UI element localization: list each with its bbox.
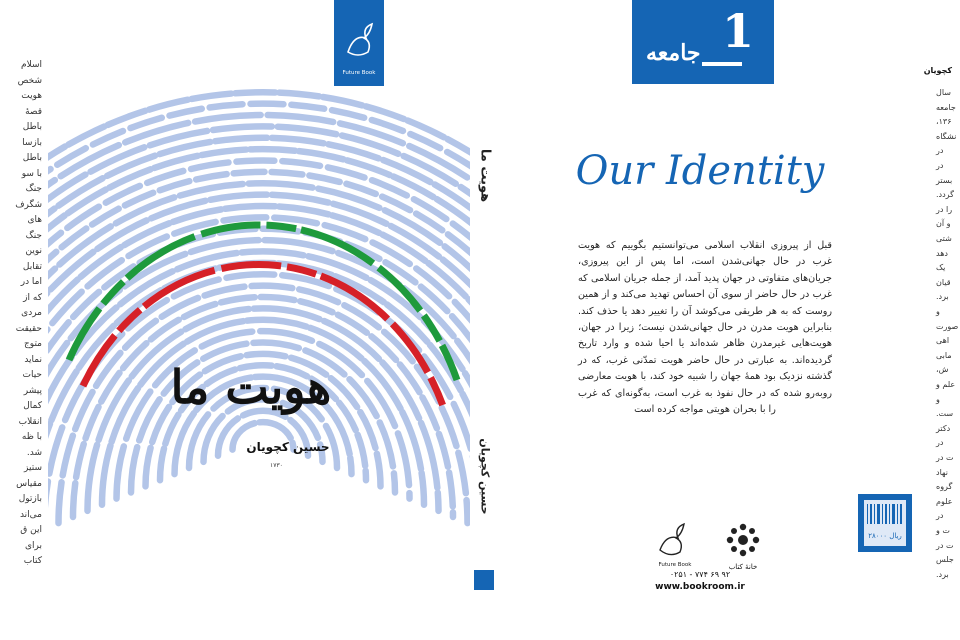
publisher-logo-box [334,0,384,86]
svg-text:Future Book: Future Book [658,562,692,568]
right-flap-text-line: گردد. [936,190,954,200]
right-flap-text-line: جامعه [936,102,956,112]
left-flap-text-line: باطل [22,122,42,132]
left-flap-text-line: های [27,215,42,225]
barcode [858,494,912,552]
right-flap-text-line: ت و [936,526,950,535]
right-flap-text-line: دکتر [936,423,951,433]
book-author: حسین کچویان [246,440,330,454]
back-cover-blurb: قبل از پیروزی انقلاب اسلامی می‌توانستیم بگوییم که هویت غرب در حال جهانی‌شدن است، اما پس از این پیروزی، جریان‌های متفاوتی در جهان پدید آمد، از جمله جریان اسلامی که غرب در حال حاضر از سوی آن احساس تهدید می‌کند و از همین روست که به هر طریقی می‌کوشد آن را تغییر دهد یا حذف کند. بنابراین هویت مدرن در حال جهانی‌شدن نیست؛ زیرا در جهان، هویت‌هایی غیرمدرن ظاهر شده‌اند یا احیا شده و وارد تاریخ گردیده‌اند. به عبارتی در حال حاضر هویت تمدّنی غرب، که در گذشته نزدیک بود همهٔ جهان را شبیه خود کند، با هویت معارضی روبه‌رو شده که در حال نفوذ به غرب است، به‌گونه‌ای که غرب را با بحران هویتی مواجه کرده است [578,240,832,416]
right-flap-text-line: ت در [936,540,954,550]
left-flap-text-line: با سو [21,168,42,179]
spine [470,0,500,640]
left-flap-text-line: می‌اند [19,509,42,520]
book-title-english: Our Identity [575,148,825,194]
barcode-icon [858,494,912,552]
svg-text:Future Book: Future Book [342,70,376,76]
series-box [632,0,774,84]
left-flap-text-line: حیات [22,370,42,380]
left-flap-text-line: هویت [21,91,42,101]
publisher-logo-icon [652,520,698,570]
right-flap-text-line: ۱۳۶، [936,117,952,127]
left-flap-text-line: حقیقت [15,323,42,334]
svg-text:۲۸۰۰۰ ریال: ۲۸۰۰۰ ریال [868,532,902,540]
right-flap-text-line: ست. [936,409,954,419]
left-flap-text-line: برای [24,540,42,551]
left-flap-text-line: بازتول [18,494,42,504]
left-flap-text-line: نماید [24,354,42,365]
left-flap-text-line: نوین [25,246,42,256]
right-flap-text-line: بستر [936,175,953,185]
left-flap-text-line: باطل [22,153,42,163]
publisher-website: www.bookroom.ir [655,582,745,592]
left-flap-text-line: شگرف [15,199,42,210]
left-flap-text-line: متوج [24,339,42,349]
right-flap-text-line: در [936,161,944,170]
left-flap-text-line: اسلام [21,60,42,70]
right-flap-text-line: ت در [936,453,954,462]
right-flap-text-line: برد. [936,292,949,302]
right-flap-text-line: شتی [936,234,952,243]
left-flap-text-line: قصهٔ [25,106,42,117]
right-flap-text-line: و [936,307,940,316]
right-flap-text-line: برد. [936,569,949,579]
left-flap-text-line: مردی [21,308,42,318]
right-flap-text-line: مابی [936,350,952,360]
left-flap-text-line: مقیاس [16,478,42,489]
right-flap [920,0,960,640]
right-flap-text-line: دهد [936,248,948,258]
front-cover [48,0,470,640]
right-flap-text-line: سال [936,88,951,97]
left-flap-text-line: شد. [26,447,42,458]
left-flap-text-line: این ق [20,525,42,535]
book-house-label: خانهٔ کتاب [728,563,758,571]
book-house-logo-icon [718,520,768,566]
left-flap-text-line: تقابل [22,261,42,272]
right-flap-text-line: علوم [936,496,953,506]
book-title-persian: هویت ما [170,360,332,414]
left-flap-text-line: کمال [23,401,42,411]
series-label: جامعه [646,40,701,66]
right-flap-text-line: و آن [936,219,951,229]
right-flap-text-line: نشگاه [936,131,957,141]
publisher-phone: ۰۲۵۱ - ۷۷۴ ۶۹ ۹۲ [669,570,731,579]
left-flap-text-line: جنگ [25,230,42,241]
fingerprint-graphic [48,0,470,640]
left-flap-text-line: جنگ [25,184,42,194]
series-underline [702,62,742,66]
spine-title: هویت ما [477,148,493,203]
back-cover [500,0,920,640]
right-flap-text-line: جلس [936,555,954,565]
right-flap-text-line: اهی [936,336,950,346]
author-bio-heading: کچویان [923,66,952,75]
left-flap-text-line: بازسا [22,137,42,148]
right-flap-text-line: در [936,438,944,448]
left-flap-text-line: پیشر [23,385,42,396]
left-flap-text-line: که از [23,292,42,303]
left-flap-text-line: انقلاب [18,416,42,427]
right-flap-text-line: قیان [936,277,951,287]
right-flap-text-line: گروه [936,482,953,492]
left-flap-text-line: اما در [20,277,42,287]
right-flap-text-line: علم و [936,380,956,389]
right-flap-text-line: در [936,146,944,156]
series-number: 1 [721,4,754,58]
right-flap-text-line: در [936,511,944,521]
left-flap-text-line: کتاب [23,556,42,566]
publisher-logo-icon [334,0,384,86]
right-flap-text-line: و [936,394,940,404]
left-flap-text-line: با ظه [21,432,42,442]
left-flap-text-line: ستیز [24,463,42,473]
right-flap-text-line: یک [936,263,946,273]
spine-publisher-icon [474,570,494,590]
left-flap-text-line: شخص [17,75,42,86]
cover-mark: ۱۷۳۰ [270,462,283,469]
right-flap-text-line: ش، [936,365,949,375]
right-flap-text-line: صورت [936,321,959,331]
right-flap-text-line: را در [936,204,953,214]
right-flap-text-line: نهاد [936,467,948,477]
spine-author: حسین کچویان [478,438,492,515]
left-flap [0,0,48,640]
